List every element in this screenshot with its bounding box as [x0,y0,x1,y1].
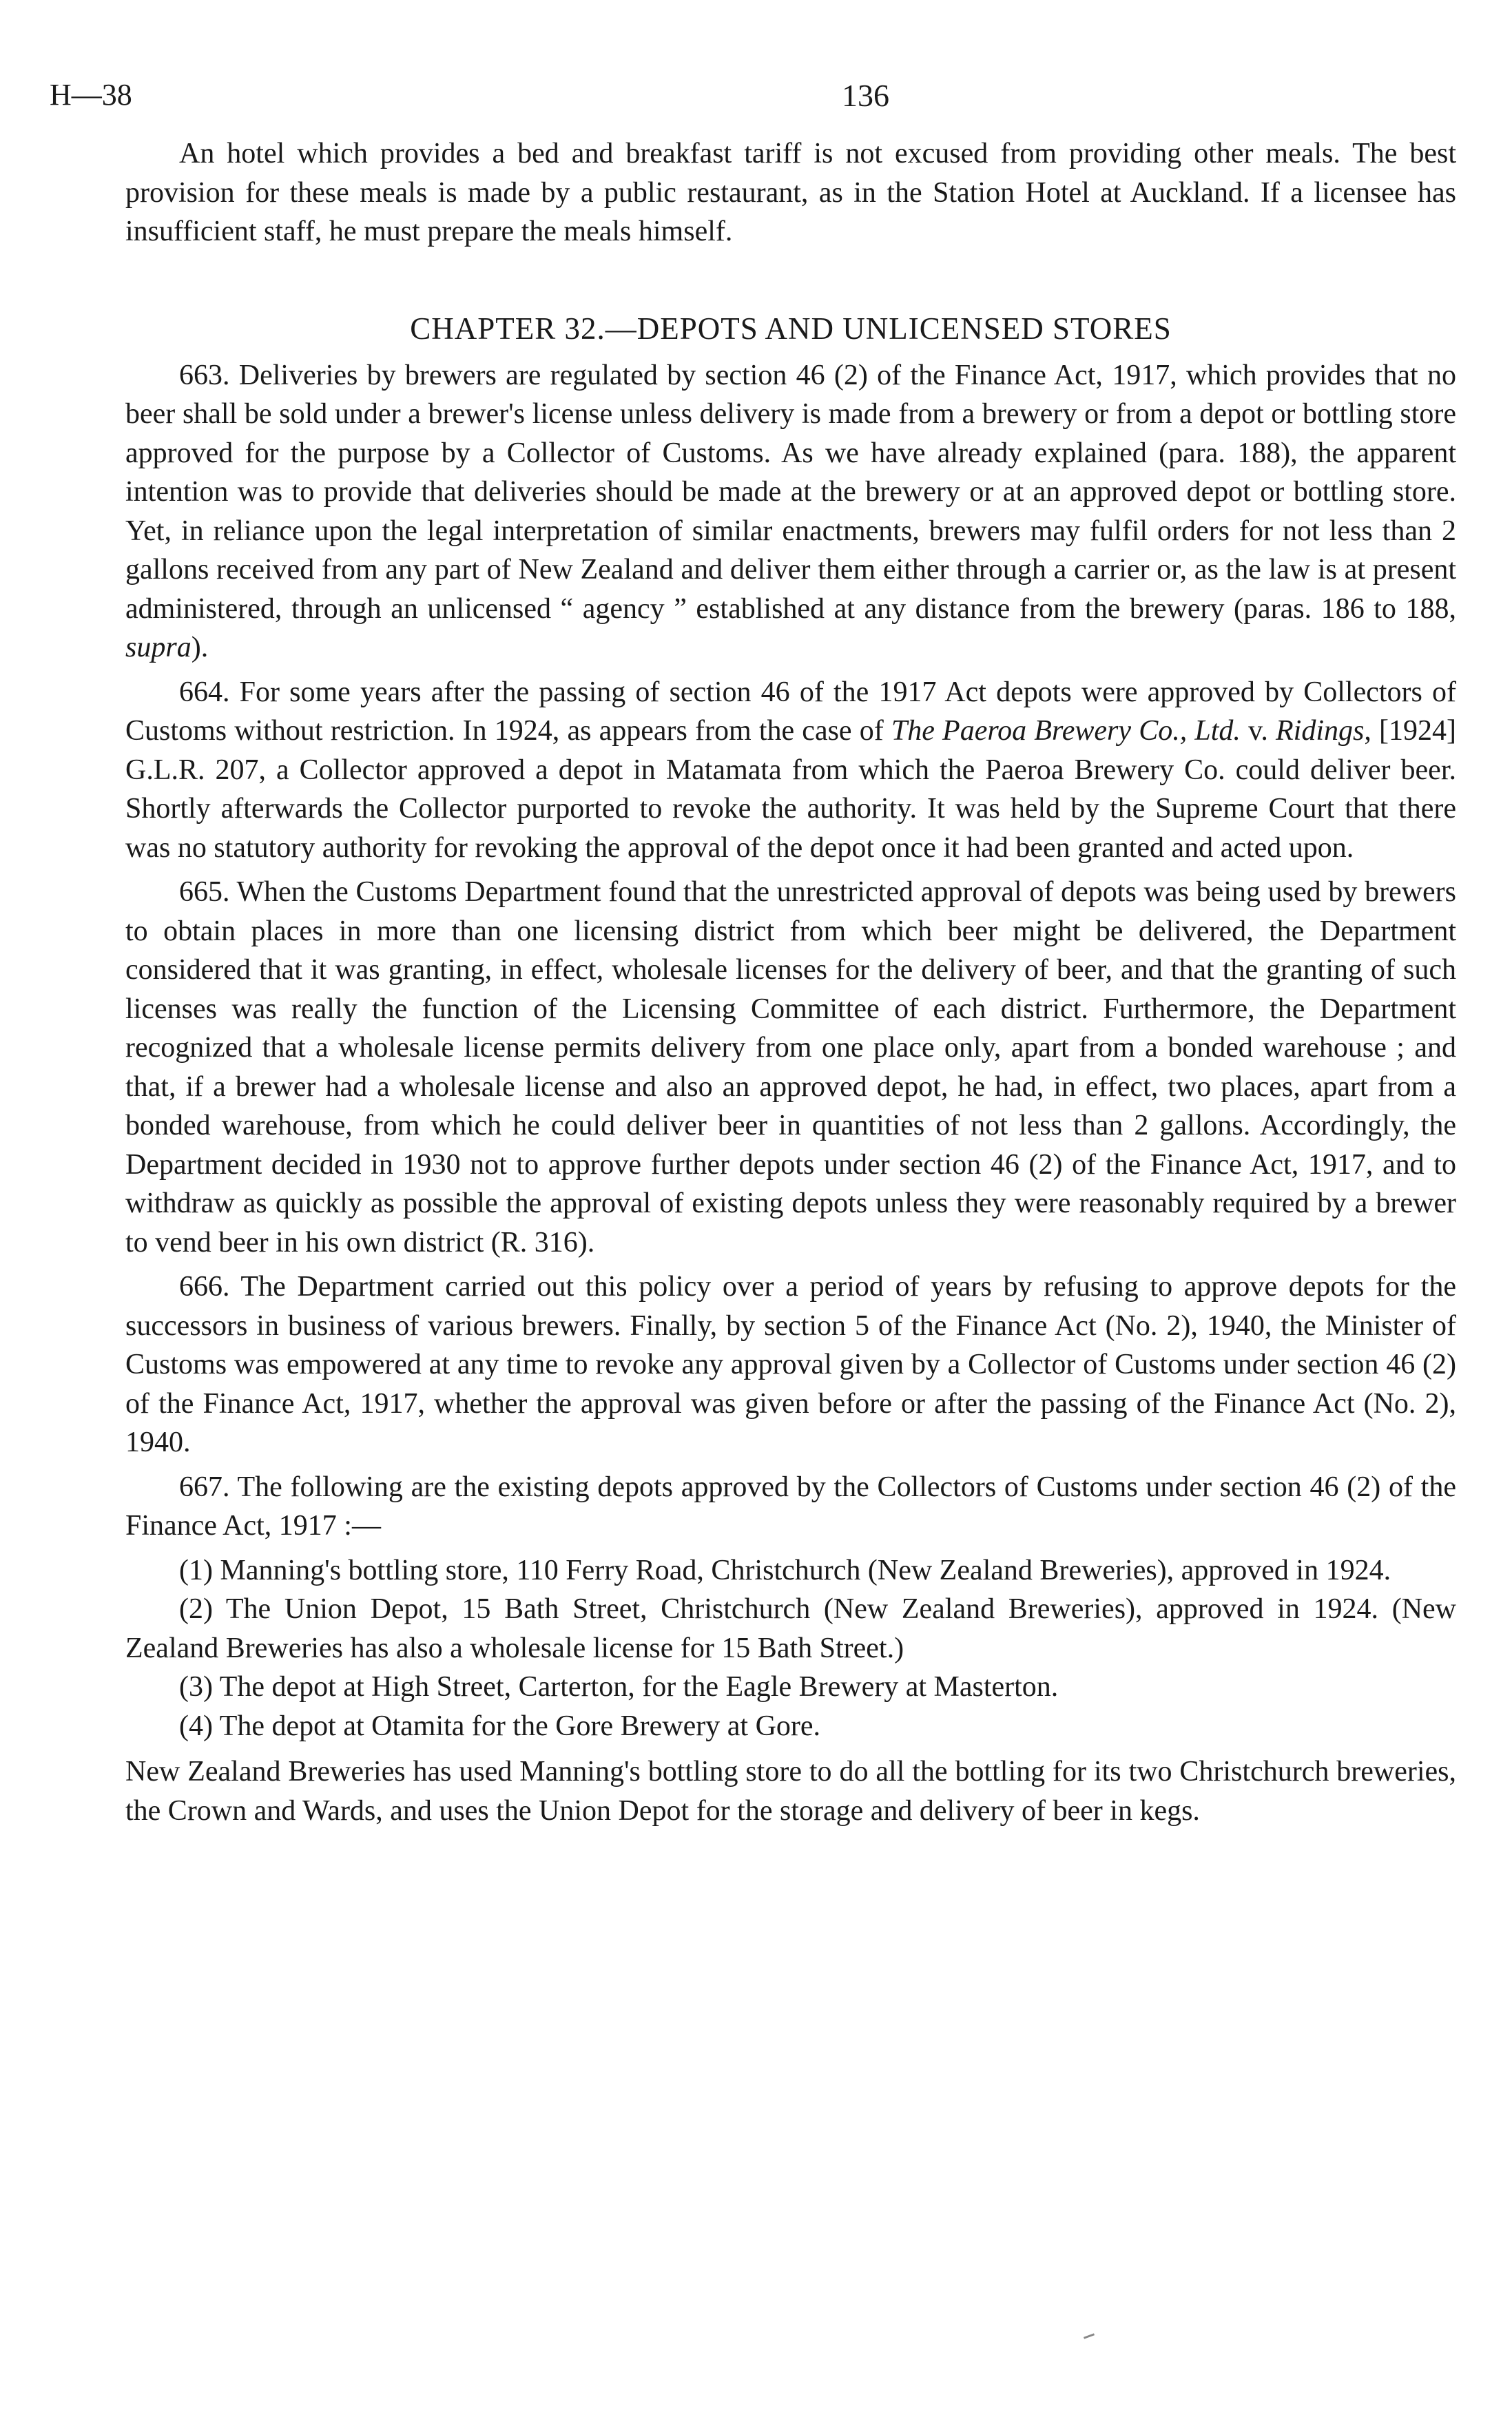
document-page [50,69,1456,1830]
case-party: Ridings [1276,715,1365,747]
stray-mark [1084,2333,1095,2339]
chapter-heading: CHAPTER 32.—DEPOTS AND UNLICENSED STORES [410,311,1172,346]
page-number: 136 [842,78,889,113]
depot-list-item: (4) The depot at Otamita for the Gore Brewery at Gore. [179,1710,821,1742]
paragraph-663-text: 663. Deliveries by brewers are regulated by section 46 (2) of the Finance Act, 1917, which provides that no beer shall be sold under a brewer's license unless delivery is made from a brewery or from a depot or bottling store approved for the purpose by a Collector of Customs. As we have already explained (para. 188), the apparent intention was to provide that deliveries should be made at the brewery or at an approved depot or bottling store. Yet, in reliance upon the legal interpretation of similar enactments, brewers may fulfil orders for not less than 2 gallons received from any part of New Zealand and deliver them either through a carrier or, as the law is at present administered, through an unlicensed “ agency ” established at any distance from the brewery (paras. 186 to 188, [125,359,1456,625]
depot-list-item: (3) The depot at High Street, Carterton, for the Eagle Brewery at Masterton. [179,1671,1059,1703]
depot-list-item: (2) The Union Depot, 15 Bath Street, Christchurch (New Zealand Breweries), approved in 1924. (New Zealand Breweries has also a wholesale license for 15 Bath Street.) [125,1593,1456,1664]
paragraph-664 [125,673,1456,868]
intro-paragraph: An hotel which provides a bed and breakfast tariff is not excused from providing other meals. The best provision for these meals is made by a public restaurant, as in the Station Hotel at Auckland. If a licensee has insufficient staff, he must prepare the meals himself. [125,138,1456,247]
paragraph-664-rest: , [1924] G.L.R. 207, a Collector approved a depot in Matamata from which the Paeroa Brewery Co. could deliver beer. Shortly afterwards the Collector purported to revoke the authority. It was held by the Supreme Court that there was no statutory authority for revoking the approval of the depot once it had been granted and acted upon. [125,715,1456,864]
paragraph-666: 666. The Department carried out this policy over a period of years by refusing to approve depots for the successors in business of various brewers. Finally, by section 5 of the Finance Act (No. 2), 1940, the Minister of Customs was empowered at any time to revoke any approval given by a Collector of Customs under section 46 (2) of the Finance Act, 1917, whether the approval was given before or after the passing of the Finance Act (No. 2), 1940. [125,1271,1456,1458]
paragraph-663 [125,356,1456,667]
paragraph-664-lead: 664. For some years after the passing of section 46 of the 1917 Act depots were approved by Collectors of Customs without restriction. In 1924, as appears from the case of [125,676,1456,747]
paragraph-663-supra: supra [125,632,191,663]
case-name: The Paeroa Brewery Co., Ltd. [891,715,1241,747]
document-reference: H—38 [50,78,132,112]
paragraph-667: 667. The following are the existing depots approved by the Collectors of Customs under section 46 (2) of the Finance Act, 1917 :— [125,1471,1456,1542]
depot-list-item: (1) Manning's bottling store, 110 Ferry Road, Christchurch (New Zealand Breweries), approved in 1924. [179,1554,1391,1586]
closing-paragraph: New Zealand Breweries has used Manning's bottling store to do all the bottling for its two Christchurch breweries, the Crown and Wards, and uses the Union Depot for the storage and delivery of beer in kegs. [125,1756,1456,1827]
page-header [50,69,1456,134]
case-versus: v. [1240,715,1276,747]
paragraph-663-end: ). [191,632,209,663]
paragraph-665: 665. When the Customs Department found that the unrestricted approval of depots was being used by brewers to obtain places in more than one licensing district from which beer might be delivered, the Department considered that it was granting, in effect, wholesale licenses for the delivery of beer, and that the granting of such licenses was really the function of the Licensing Committee of each district. Furthermore, the Department recognized that a wholesale license permits delivery from one place only, apart from a bonded warehouse ; and that, if a brewer had a wholesale license and also an approved depot, he had, in effect, two places, apart from a bonded warehouse, from which he could deliver beer in quantities of not less than 2 gallons. Accordingly, the Department decided in 1930 not to approve further depots under section 46 (2) of the Finance Act, 1917, and to withdraw as quickly as possible the approval of existing depots unless they were reasonably required by a brewer to vend beer in his own district (R. 316). [125,876,1456,1258]
